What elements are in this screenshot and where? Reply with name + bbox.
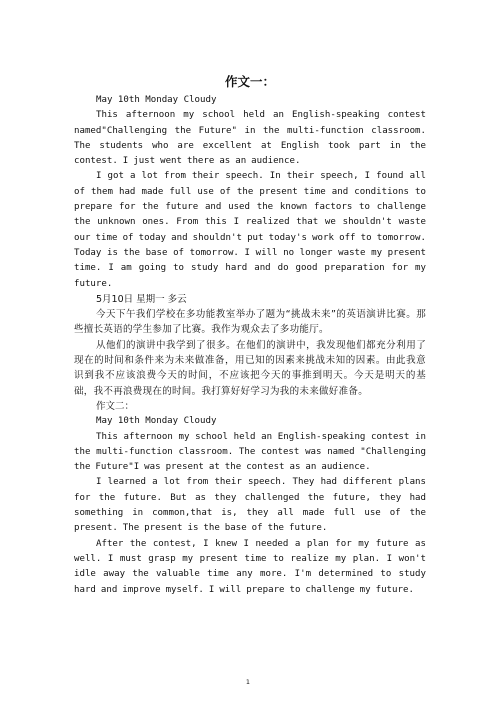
essay1-cn-date: 5月10日 星期一 多云 (96, 293, 187, 305)
essay1-cn-paragraph-1: 今天下午我们学校在多功能教室举办了题为“挑战未来”的英语演讲比赛。那些擅长英语的学生参加了比赛。我作为观众去了多功能厅。 (74, 309, 426, 336)
page-title: 作文一： (224, 74, 275, 89)
essay1-paragraph-2: I got a lot from their speech. In their speech, I found all of them had made full use of the present time and conditions to prepare for the future and used the known factors to challenge the unknown ones. From this I realized that we shouldn't waste our time of today and shouldn't put today's work off to tomorrow. Today is the base of tomorrow. I will no longer waste my present time. I am going to study hard and do good preparation for my future. (74, 171, 426, 289)
essay1-date: May 10th Monday Cloudy (96, 95, 217, 105)
essay2-paragraph-2: I learned a lot from their speech. They had different plans for the future. But as they challenged the future, they had something in common,that is, they all made full use of the present. The present is the base of the future. (74, 477, 426, 534)
essay2-date: May 10th Monday Cloudy (96, 416, 217, 427)
page-number: 1 (245, 678, 251, 686)
essay1-cn-paragraph-2: 从他们的演讲中我学到了很多。在他们的演讲中，我发现他们都充分利用了现在的时间和条件来为未来做准备，用已知的因素来挑战未知的因素。由此我意识到我不应该浪费今天的时间，不应该把今天的事推到明天。今天是明天的基础，我不再浪费现在的时间。我打算好好学习为我的未来做好准备。 (74, 339, 426, 397)
essay2-paragraph-1: This afternoon my school held an English-speaking contest in the multi-function classroom. The contest was named "Challenging the Future"I was present at the contest as an audience. (74, 431, 426, 473)
essay2-heading: 作文二： (96, 400, 135, 412)
document-page (74, 72, 426, 598)
essay1-paragraph-1: This afternoon my school held an English-speaking contest named"Challenging the Future" in the multi-function classroom. The students who are excellent at English took part in the contest. I just went there as an audience. (74, 110, 426, 167)
essay2-paragraph-3: After the contest, I knew I needed a plan for my future as well. I must grasp my present time to realize my plan. I won't idle away the valuable time any more. I'm determined to study hard and improve myself. I will prepare to challenge my future. (74, 538, 426, 595)
